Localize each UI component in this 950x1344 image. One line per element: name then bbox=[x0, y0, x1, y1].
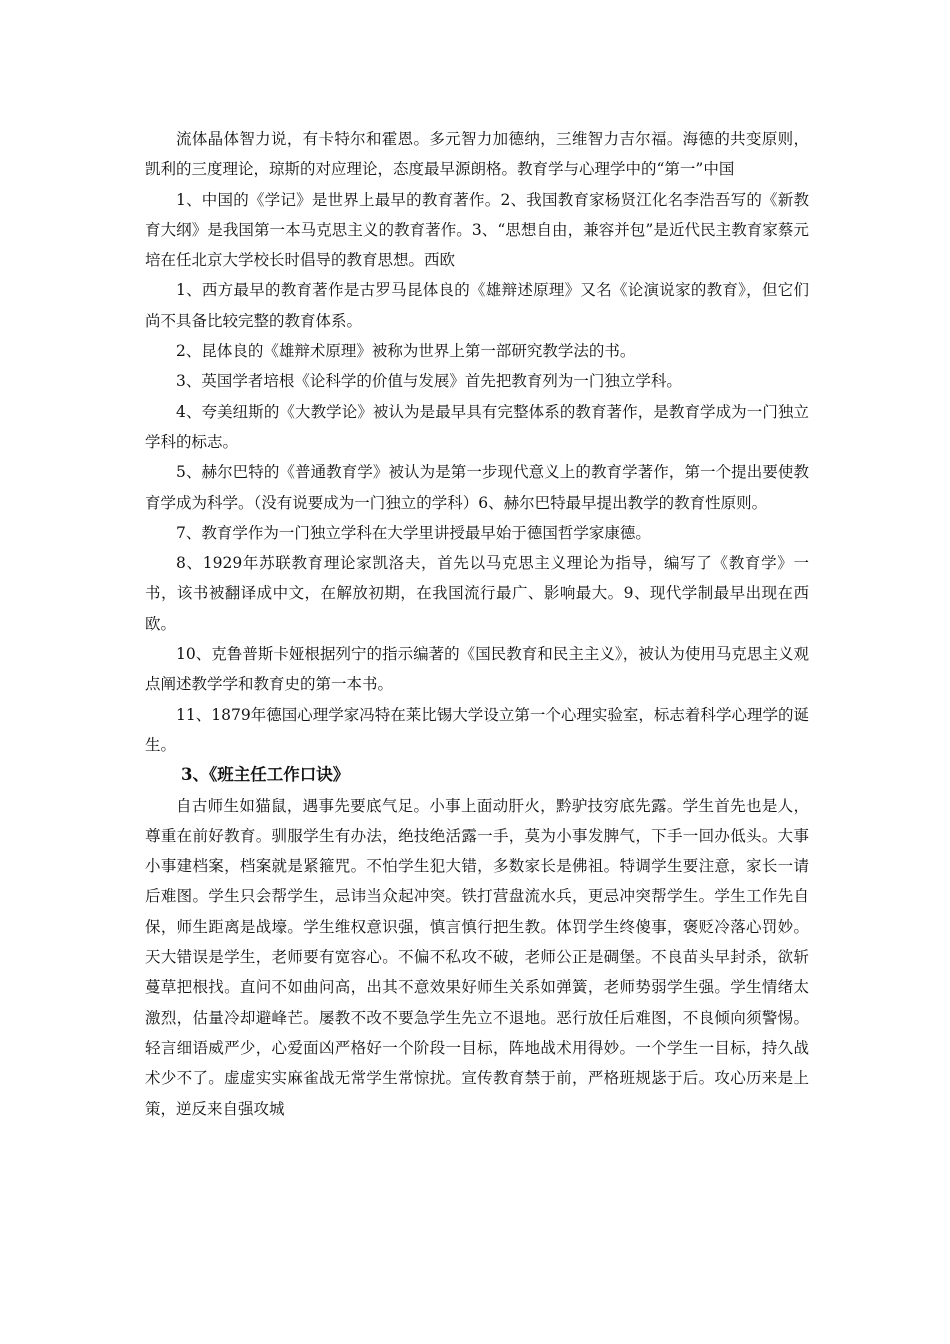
paragraph-west-3: 3、英国学者培根《论科学的价值与发展》首先把教育列为一门独立学科。 bbox=[176, 372, 682, 391]
paragraph-china-firsts: 1、中国的《学记》是世界上最早的教育著作。2、我国教育家杨贤江化名李浩吾写的《新教育大纲》是我国第一本马克思主义的教育著作。3、“思想自由，兼容并包”是近代民主教育家蔡元培在任北京大学校长时倡导的教育思想。西欧 bbox=[145, 190, 809, 270]
paragraph-west-2: 2、昆体良的《雄辩术原理》被称为世界上第一部研究教学法的书。 bbox=[176, 342, 636, 361]
paragraph-west-11: 11、1879年德国心理学家冯特在莱比锡大学设立第一个心理实验室，标志着科学心理学的诞生。 bbox=[145, 705, 809, 754]
paragraph-west-4: 4、夸美纽斯的《大教学论》被认为是最早具有完整体系的教育著作，是教育学成为一门独立学科的标志。 bbox=[145, 402, 809, 451]
section-heading: 3、《班主任工作口诀》 bbox=[181, 765, 350, 785]
paragraph-west-8: 8、1929年苏联教育理论家凯洛夫，首先以马克思主义理论为指导，编写了《教育学》一书，该书被翻译成中文，在解放初期，在我国流行最广、影响最大。9、现代学制最早出现在西欧。 bbox=[145, 554, 809, 633]
paragraph-west-1: 1、西方最早的教育著作是古罗马昆体良的《雄辩述原理》又名《论演说家的教育》，但它们尚不具备比较完整的教育体系。 bbox=[145, 281, 809, 330]
paragraph-intelligence-theories: 流体晶体智力说，有卡特尔和霍恩。多元智力加德纳，三维智力吉尔福。海德的共变原则，凯利的三度理论，琼斯的对应理论，态度最早源朗格。教育学与心理学中的“第一”中国 bbox=[145, 130, 809, 179]
paragraph-class-teacher-rhyme: 自古师生如猫鼠，遇事先要底气足。小事上面动肝火，黔驴技穷底先露。学生首先也是人，尊重在前好教育。驯服学生有办法，绝技绝活露一手，莫为小事发脾气，下手一回办低头。大事小事建档案，档案就是紧箍咒。不怕学生犯大错，多数家长是佛祖。特调学生要注意，家长一请后难图。学生只会帮学生，忌讳当众起冲突。铁打营盘流水兵，更忌冲突帮学生。学生工作先自保，师生距离是战壕。学生维权意识强，慎言慎行把生教。体罚学生终傻事，褒贬冷落心罚妙。天大错误是学生，老师要有宽容心。不偏不私攻不破，老师公正是碉堡。不良苗头早封杀，欲斩蔓草把根找。直问不如曲问高，出其不意效果好师生关系如弹簧，老师势弱学生强。学生情绪太激烈，估量冷却避峰芒。屡教不改不要急学生先立不退地。恶行放任后难图，不良倾向须警惕。轻言细语威严少，心爱面凶严格好一个阶段一目标，阵地战术用得妙。一个学生一目标，持久战术少不了。虚虚实实麻雀战无常学生常惊扰。宣传教育禁于前，严格班规毖于后。攻心历来是上策，逆反来自强攻城 bbox=[145, 796, 809, 1118]
paragraph-west-7: 7、教育学作为一门独立学科在大学里讲授最早始于德国哲学家康德。 bbox=[176, 523, 651, 542]
paragraph-west-5: 5、赫尔巴特的《普通教育学》被认为是第一步现代意义上的教育学著作，第一个提出要使教育学成为科学。（没有说要成为一门独立的学科）6、赫尔巴特最早提出教学的教育性原则。 bbox=[145, 463, 809, 512]
document-body bbox=[145, 124, 809, 1124]
paragraph-west-10: 10、克鲁普斯卡娅根据列宁的指示编著的《国民教育和民主主义》，被认为使用马克思主义观点阐述教学学和教育史的第一本书。 bbox=[145, 645, 809, 694]
